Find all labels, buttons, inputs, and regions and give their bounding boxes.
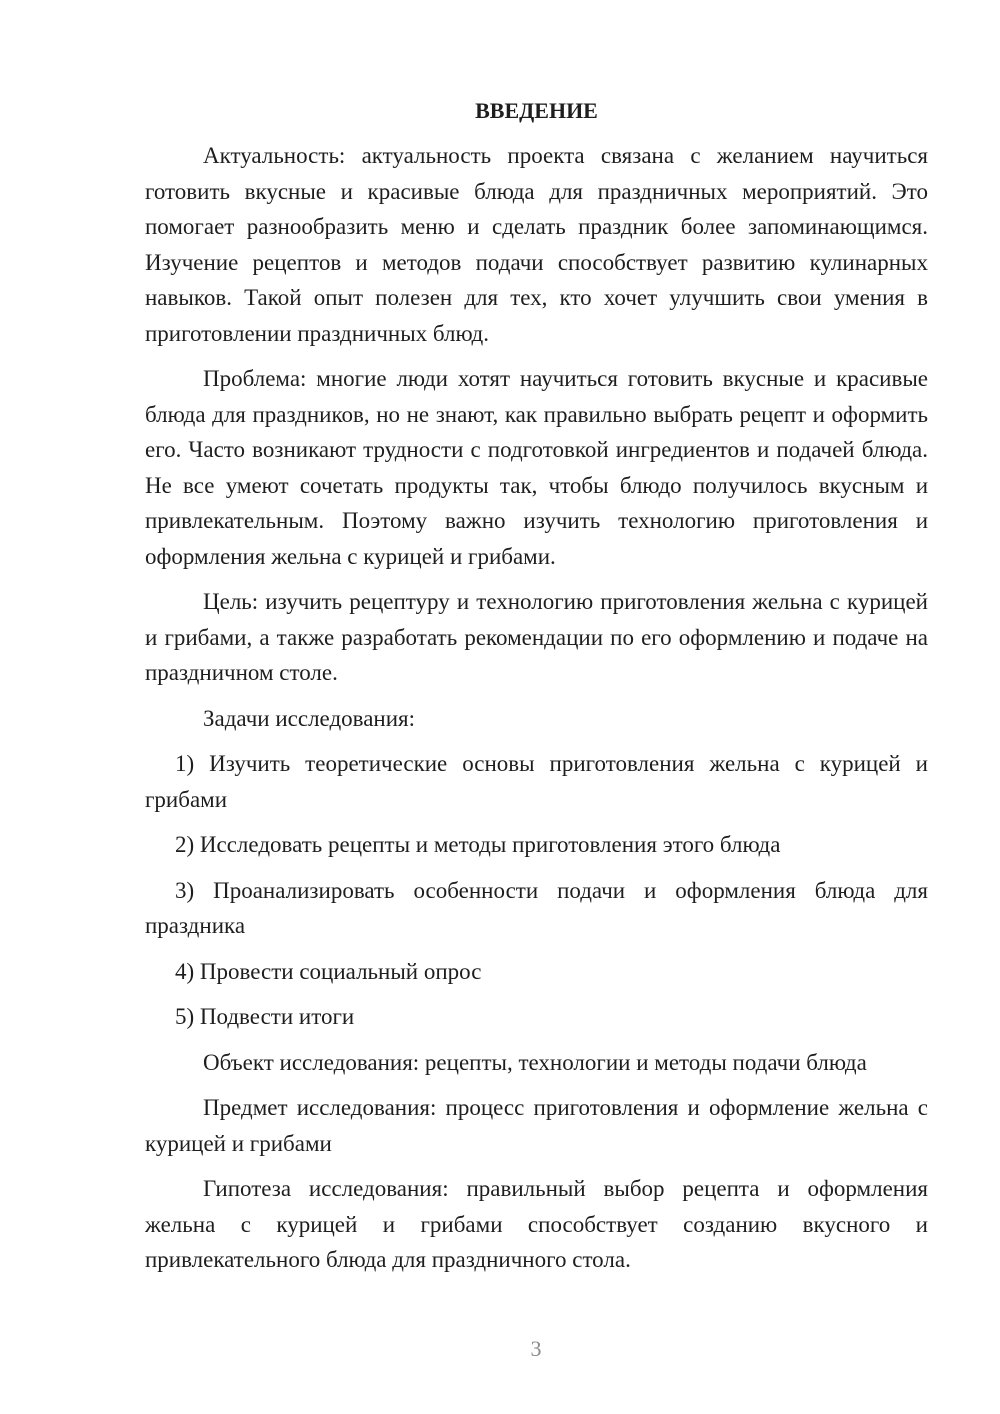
subject-paragraph: Предмет исследования: процесс приготовления и оформление жельна с курицей и грибами bbox=[145, 1095, 928, 1156]
task-item: 5) Подвести итоги bbox=[175, 1004, 355, 1029]
object-paragraph: Объект исследования: рецепты, технологии и методы подачи блюда bbox=[203, 1049, 867, 1075]
task-item: 4) Провести социальный опрос bbox=[175, 958, 482, 984]
section-title: ВВЕДЕНИЕ bbox=[475, 98, 598, 123]
document-body bbox=[145, 93, 928, 1288]
page-number: 3 bbox=[530, 1336, 542, 1361]
hypothesis-paragraph: Гипотеза исследования: правильный выбор рецепта и оформления жельна с курицей и грибами способствует созданию вкусного и привлекательного блюда для праздничного стола. bbox=[145, 1176, 928, 1272]
tasks-heading: Задачи исследования: bbox=[203, 705, 416, 731]
task-item: 1) Изучить теоретические основы приготовления жельна с курицей и грибами bbox=[145, 751, 928, 812]
goal-paragraph: Цель: изучить рецептуру и технологию приготовления жельна с курицей и грибами, а также разработать рекомендации по его оформлению и подаче на праздничном столе. bbox=[145, 589, 928, 685]
task-item: 3) Проанализировать особенности подачи и оформления блюда для праздника bbox=[145, 877, 928, 938]
relevance-paragraph: Актуальность: актуальность проекта связана с желанием научиться готовить вкусные и красивые блюда для праздничных мероприятий. Это помогает разнообразить меню и сделать праздник более запоминающимся. Изучение рецептов и методов подачи способствует развитию кулинарных навыков. Такой опыт полезен для тех, кто хочет улучшить свои умения в приготовлении праздничных блюд. bbox=[145, 143, 928, 346]
problem-paragraph: Проблема: многие люди хотят научиться готовить вкусные и красивые блюда для праздников, но не знают, как правильно выбрать рецепт и оформить его. Часто возникают трудности с подготовкой ингредиентов и подачей блюда. Не все умеют сочетать продукты так, чтобы блюдо получилось вкусным и привлекательным. Поэтому важно изучить технологию приготовления и оформления жельна с курицей и грибами. bbox=[145, 366, 928, 569]
task-item: 2) Исследовать рецепты и методы приготовления этого блюда bbox=[175, 832, 781, 857]
